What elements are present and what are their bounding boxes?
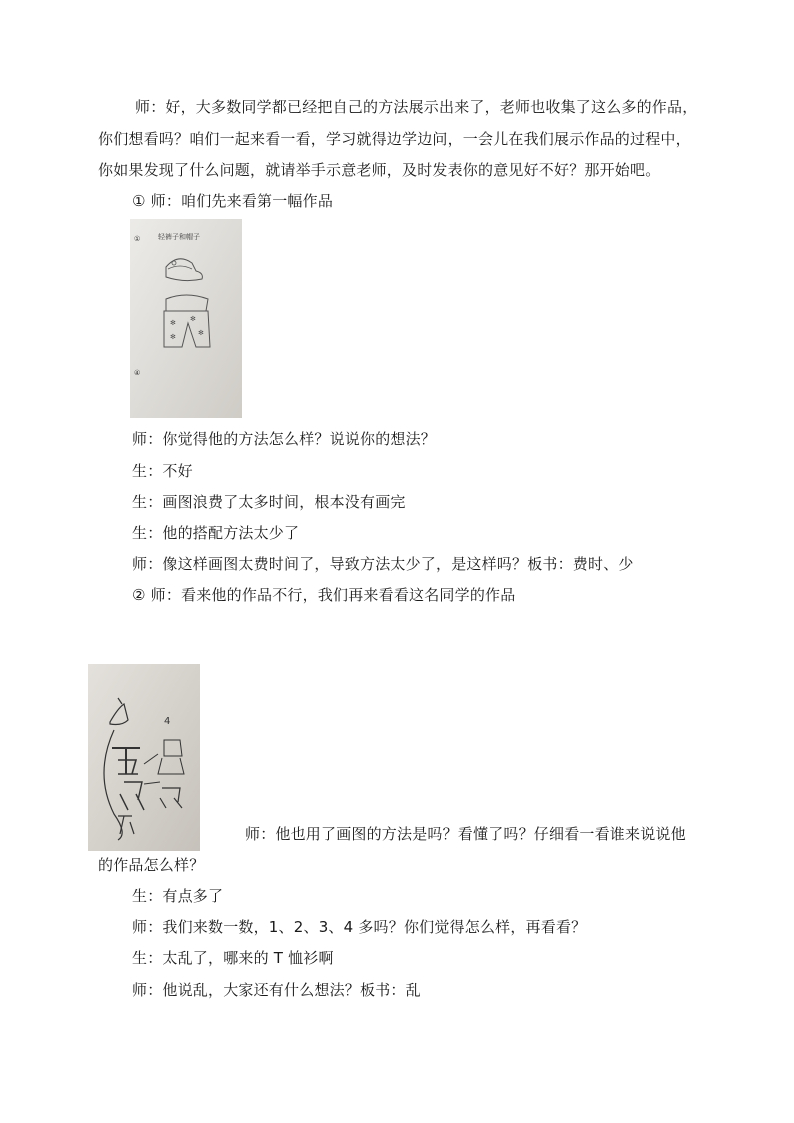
- svg-text:✻: ✻: [170, 319, 176, 327]
- paragraph-1-line-2: 你们想看吗？咱们一起来看一看，学习就得边学边问，一会儿在我们展示作品的过程中，: [98, 130, 691, 148]
- paragraph-1-line-1: 师：好，大多数同学都已经把自己的方法展示出来了，老师也收集了这么多的作品，: [135, 98, 698, 116]
- svg-text:✻: ✻: [190, 315, 196, 323]
- photo-1-caption: 轻裤子和帽子: [158, 233, 200, 241]
- dialogue-1-line-1: 师：你觉得他的方法怎么样？说说你的想法？: [132, 430, 437, 448]
- student-drawing-photo-2: [88, 664, 200, 851]
- svg-text:✻: ✻: [170, 333, 176, 341]
- dialogue-2-line-1: 生：有点多了: [132, 887, 224, 905]
- photo-1-mark-top: ①: [134, 235, 141, 243]
- student-drawing-photo-1: [130, 219, 242, 418]
- dialogue-1-line-4: 生：他的搭配方法太少了: [132, 524, 300, 542]
- dialogue-1-line-5: 师：像这样画图太费时间了，导致方法太少了，是这样吗？板书：费时、少: [132, 555, 634, 573]
- item-1-heading: ① 师：咱们先来看第一幅作品: [132, 192, 334, 210]
- dialogue-1-line-2: 生：不好: [132, 462, 193, 480]
- paragraph-2-line-2: 的作品怎么样？: [98, 856, 205, 874]
- dialogue-2-line-4: 师：他说乱，大家还有什么想法？板书：乱: [132, 981, 421, 999]
- photo-1-mark-bottom: ④: [134, 369, 141, 377]
- svg-text:✻: ✻: [198, 329, 204, 337]
- dialogue-2-line-2: 师：我们来数一数，1、2、3、4 多吗？你们觉得怎么样，再看看？: [132, 918, 587, 936]
- dialogue-2-line-3: 生：太乱了，哪来的 T 恤衫啊: [132, 949, 334, 967]
- drawing-sketch-1: [130, 219, 242, 418]
- photo-2-mark: 4: [164, 716, 171, 727]
- paragraph-1-line-3: 你如果发现了什么问题，就请举手示意老师，及时发表你的意见好不好？那开始吧。: [98, 161, 661, 179]
- drawing-sketch-2: [88, 664, 200, 851]
- item-2-heading: ② 师：看来他的作品不行，我们再来看看这名同学的作品: [132, 586, 516, 604]
- paragraph-2-line-1: 师：他也用了画图的方法是吗？看懂了吗？仔细看一看谁来说说他: [245, 825, 686, 843]
- dialogue-1-line-3: 生：画图浪费了太多时间，根本没有画完: [132, 493, 406, 511]
